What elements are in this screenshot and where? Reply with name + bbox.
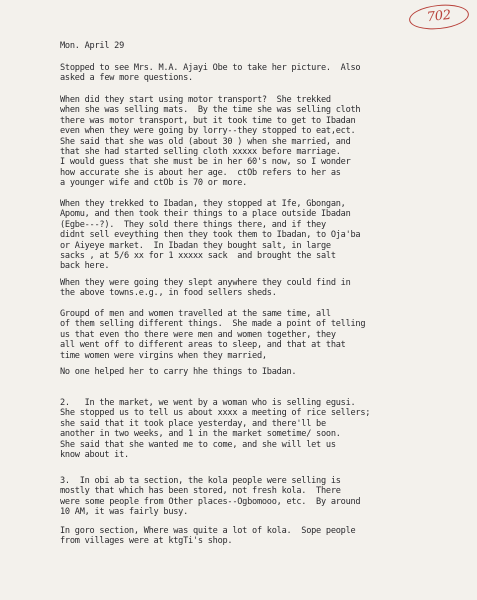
page-number-stamp: 702 bbox=[408, 2, 470, 32]
text-line: sacks , at 5/6 xx for 1 xxxxx sack and brought the salt bbox=[60, 251, 336, 262]
date-heading bbox=[60, 41, 465, 51]
text-line: She said that she was old (about 30 ) when she married, and bbox=[60, 136, 351, 147]
text-line: When they were going they slept anywhere they could find in bbox=[60, 278, 351, 288]
text-line: were some people from Other places--Ogbomooo, etc. By around bbox=[60, 496, 361, 507]
text-line: how accurate she is about her age. ctOb refers to her as bbox=[60, 167, 341, 178]
text-line: there was motor transport, but it took time to get to Ibadan bbox=[60, 115, 356, 126]
paragraph-5 bbox=[60, 309, 465, 361]
paragraph-8 bbox=[60, 476, 465, 518]
text-line: 3. In obi ab ta section, the kola people were selling is bbox=[60, 476, 341, 486]
text-line: know about it. bbox=[60, 450, 129, 461]
text-line: Groupd of men and women travelled at the same time, all bbox=[60, 309, 331, 319]
text-line: the above towns.e.g., in food sellers sheds. bbox=[60, 288, 277, 299]
text-line: us that even tho there were men and women together, they bbox=[60, 329, 336, 340]
text-line: mostly that which has been stored, not fresh kola. There bbox=[60, 486, 341, 497]
text-line: a younger wife and ctOb is 70 or more. bbox=[60, 178, 248, 189]
text-line: 2. In the market, we went by a woman who is selling egusi. bbox=[60, 398, 356, 408]
paragraph-7 bbox=[60, 398, 465, 460]
text-line: (Egbe---?). They sold there things there, and if they bbox=[60, 219, 326, 230]
heading-line: Mon. April 29 bbox=[60, 41, 125, 51]
text-line: In goro section, Where was quite a lot of kola. Sope people bbox=[60, 526, 356, 536]
text-line: When they trekked to Ibadan, they stopped at Ife, Gbongan, bbox=[60, 199, 346, 209]
paragraph-1 bbox=[60, 63, 465, 84]
text-line: 10 AM, it was fairly busy. bbox=[60, 507, 189, 518]
text-line: time women were virgins when they married, bbox=[60, 350, 267, 361]
paragraph-4 bbox=[60, 278, 465, 299]
text-line: from villages were at ktgTi's shop. bbox=[60, 536, 233, 547]
text-line: even when they were going by lorry--they stopped to eat,ect. bbox=[60, 126, 356, 137]
text-line: I would guess that she must be in her 60's now, so I wonder bbox=[60, 157, 351, 168]
text-line: When did they start using motor transport? She trekked bbox=[60, 95, 331, 105]
text-line: She stopped us to tell us about xxxx a meeting of rice sellers; bbox=[60, 408, 371, 419]
text-line: all went off to different areas to sleep, and that at that bbox=[60, 340, 346, 351]
text-line: another in two weeks, and 1 in the market sometime/ soon. bbox=[60, 429, 341, 440]
text-line: back here. bbox=[60, 261, 110, 272]
text-line: when she was selling mats. By the time she was selling cloth bbox=[60, 105, 361, 116]
paragraph-9 bbox=[60, 526, 465, 547]
text-line: Apomu, and then took their things to a place outside Ibadan bbox=[60, 209, 351, 220]
text-line: of them selling different things. She made a point of telling bbox=[60, 319, 366, 330]
text-line: Stopped to see Mrs. M.A. Ajayi Obe to take her picture. Also bbox=[60, 63, 361, 73]
paragraph-2 bbox=[60, 95, 465, 189]
text-line: She said that she wanted me to come, and she will let us bbox=[60, 439, 336, 450]
text-line: she said that it took place yesterday, and there'll be bbox=[60, 418, 326, 429]
text-line: didnt sell eveything then they took them to Ibadan, to Oja'ba bbox=[60, 230, 361, 241]
text-line: that she had started selling cloth xxxxx before marriage. bbox=[60, 147, 341, 158]
paragraph-6 bbox=[60, 367, 465, 377]
text-line: No one helped her to carry hhe things to Ibadan. bbox=[60, 367, 297, 377]
paragraph-3 bbox=[60, 199, 465, 272]
text-line: or Aiyeye market. In Ibadan they bought salt, in large bbox=[60, 240, 331, 251]
text-line: asked a few more questions. bbox=[60, 73, 193, 84]
